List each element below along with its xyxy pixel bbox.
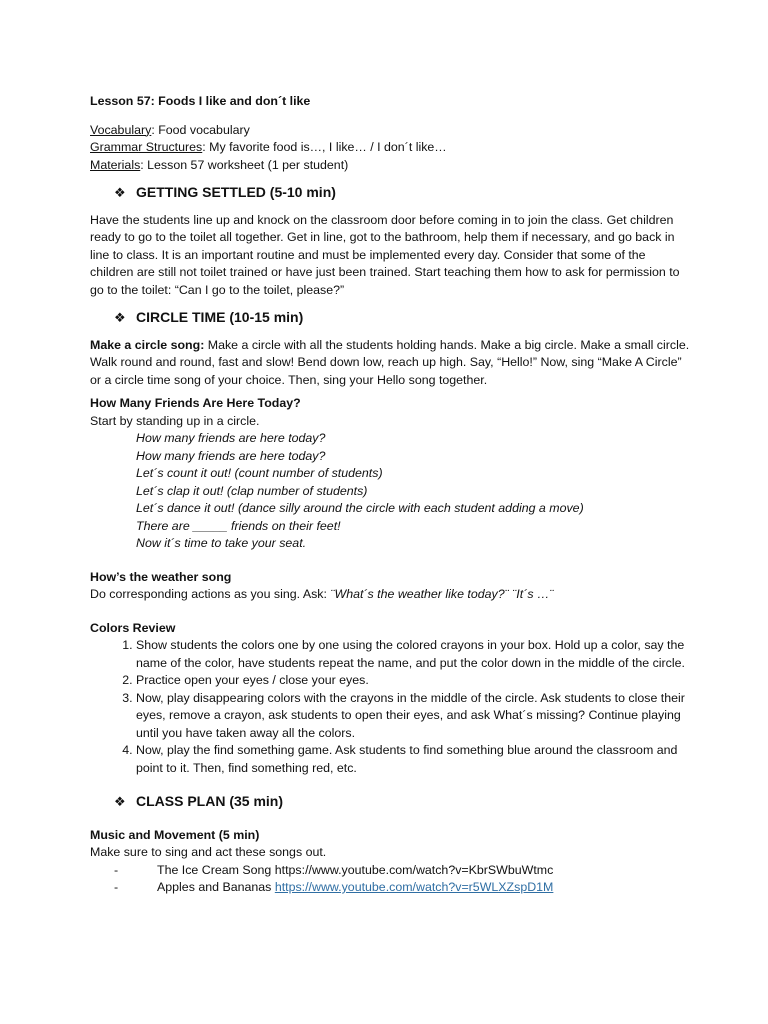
weather-text-prefix: Do corresponding actions as you sing. Ask: <box>90 587 331 601</box>
list-item <box>90 862 690 880</box>
music-heading: Music and Movement (5 min) <box>90 827 260 842</box>
vocabulary-line <box>90 122 690 140</box>
song-name: The Ice Cream Song <box>157 862 275 877</box>
music-intro: Make sure to sing and act these songs out. <box>90 845 327 859</box>
getting-settled-text: Have the students line up and knock on the classroom door before coming in to join the class. Get children ready to go to the toilet all together. Get in line, got to the bathroom, help them if necessary, and go back in line to class. It is an important routine and must be implemented every day. Consider that some of the children are still not toilet trained or have just been trained. Start teaching them how to ask for permission to go to the toilet: “Can I go to the toilet, please?” <box>90 212 680 297</box>
circle-song-paragraph <box>90 337 690 390</box>
vocabulary-value: : Food vocabulary <box>151 122 250 137</box>
dash-bullet: - <box>114 862 119 877</box>
verse-line: Let´s count it out! (count number of students) <box>136 466 383 480</box>
spacer <box>90 604 690 620</box>
friends-block <box>90 395 690 553</box>
list-item: 4. Now, play the find something game. Ask students to find something blue around the classroom and point to it. Then, find something red, etc. <box>136 742 690 777</box>
circle-song-label: Make a circle song: <box>90 337 205 352</box>
grammar-label: Grammar Structures <box>90 140 203 154</box>
list-item: 2. Practice open your eyes / close your eyes. <box>136 672 690 690</box>
colors-list <box>90 637 690 777</box>
materials-value: : Lesson 57 worksheet (1 per student) <box>140 157 349 172</box>
colors-heading: Colors Review <box>90 620 176 635</box>
lesson-title: Lesson 57: Foods I like and don´t like <box>90 94 311 108</box>
section-heading-class-plan <box>114 793 690 811</box>
friends-verse <box>136 430 690 553</box>
verse-line: There are _____ friends on their feet! <box>136 518 341 533</box>
getting-settled-heading: GETTING SETTLED (5-10 min) <box>136 184 336 200</box>
weather-text <box>90 586 690 604</box>
song-link[interactable]: https://www.youtube.com/watch?v=r5WLXZspD1M <box>274 880 554 894</box>
verse-line: How many friends are here today? <box>136 448 326 463</box>
diamond-bullet-icon: ❖ <box>114 185 126 200</box>
materials-line <box>90 157 690 175</box>
spacer <box>90 553 690 569</box>
list-item <box>90 879 690 897</box>
materials-label: Materials <box>90 157 141 172</box>
verse-line: How many friends are here today? <box>136 431 326 445</box>
grammar-value: : My favorite food is…, I like… / I don´t like… <box>202 140 447 154</box>
lesson-content <box>90 93 690 897</box>
class-plan-heading: CLASS PLAN (35 min) <box>136 793 284 809</box>
song-name: Apples and Bananas <box>157 880 275 894</box>
verse-line: Let´s dance it out! (dance silly around the circle with each student adding a move) <box>136 501 584 515</box>
list-item: 3. Now, play disappearing colors with the crayons in the middle of the circle. Ask students to close their eyes, remove a crayon, ask students to open their eyes, and ask What´s missing? Continue playing until you have taken away all the colors. <box>136 690 690 743</box>
friends-intro: Start by standing up in a circle. <box>90 413 260 428</box>
songs-list <box>90 862 690 897</box>
song-url-text: https://www.youtube.com/watch?v=KbrSWbuWtmc <box>274 862 554 877</box>
circle-song-text: Make a circle with all the students holding hands. Make a big circle. Make a small circle. Walk round and round, fast and slow! Bend down low, reach up high. Say, “Hello!” Now, sing “Make A Circle” or a circle time song of your choice. Then, sing your Hello song together. <box>90 337 690 387</box>
dash-bullet: - <box>114 880 119 894</box>
diamond-bullet-icon: ❖ <box>114 794 126 809</box>
section-heading-getting-settled <box>114 184 690 202</box>
verse-line: Let´s clap it out! (clap number of students) <box>136 483 368 498</box>
friends-heading: How Many Friends Are Here Today? <box>90 396 301 410</box>
list-item: 1. Show students the colors one by one using the colored crayons in your box. Hold up a color, say the name of the color, have students repeat the name, and put the color down in the middle of the circle. <box>136 637 690 672</box>
vocabulary-label: Vocabulary <box>90 122 152 137</box>
weather-question: ¨What´s the weather like today?¨ ¨It´s …¨ <box>330 587 554 601</box>
circle-time-heading: CIRCLE TIME (10-15 min) <box>136 309 304 325</box>
verse-line: Now it´s time to take your seat. <box>136 536 307 550</box>
diamond-bullet-icon: ❖ <box>114 310 126 325</box>
section-heading-circle-time <box>114 309 690 327</box>
grammar-line <box>90 139 690 157</box>
weather-heading: How’s the weather song <box>90 569 232 584</box>
